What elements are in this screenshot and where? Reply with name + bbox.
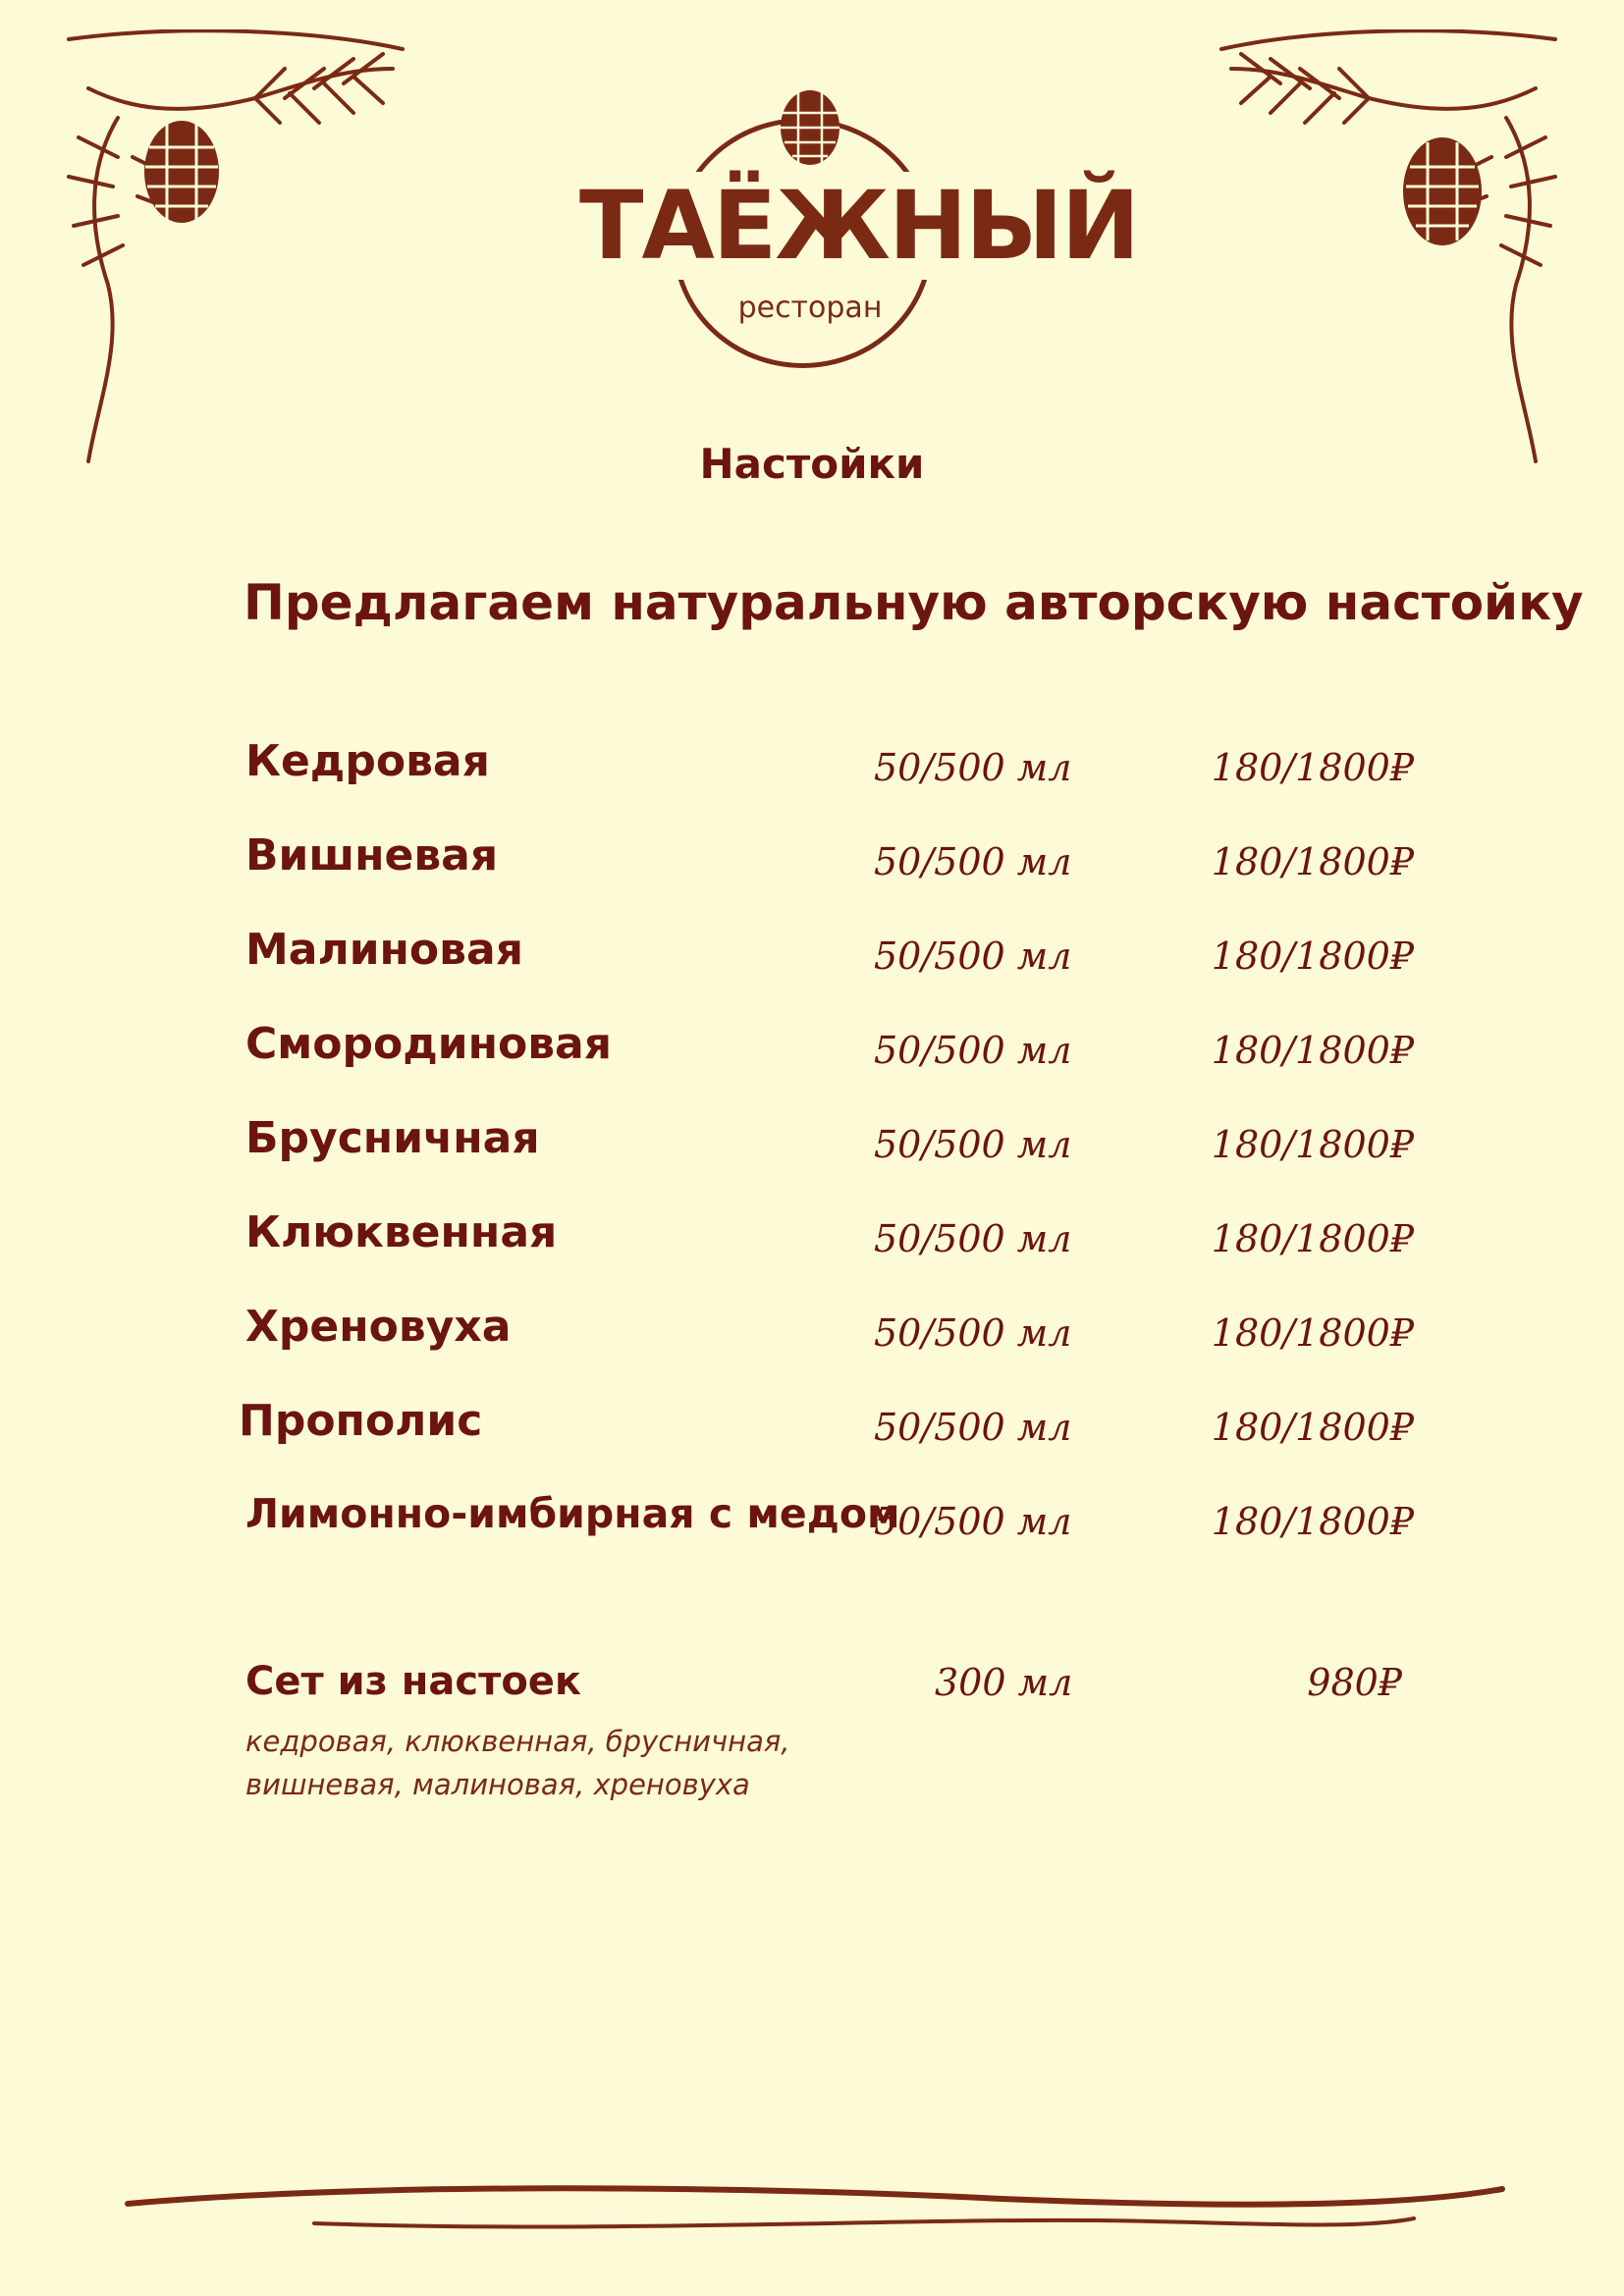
item-name: Кедровая <box>245 736 490 786</box>
logo-name: ТАЁЖНЫЙ <box>579 171 1139 281</box>
menu-item <box>0 1490 1624 1549</box>
item-volume: 50/500 мл <box>874 746 1072 789</box>
item-price: 180/1800₽ <box>1211 1029 1414 1072</box>
item-volume: 50/500 мл <box>874 1311 1072 1355</box>
item-name: Малиновая <box>245 925 523 975</box>
item-price: 180/1800₽ <box>1211 934 1414 978</box>
menu-item <box>0 736 1624 795</box>
item-volume: 50/500 мл <box>874 1500 1072 1543</box>
item-price: 180/1800₽ <box>1211 1123 1414 1166</box>
item-price: 180/1800₽ <box>1211 1500 1414 1543</box>
menu-item <box>0 1207 1624 1266</box>
item-volume: 50/500 мл <box>874 934 1072 978</box>
logo-subtitle: ресторан <box>737 291 883 325</box>
item-name: Вишневая <box>245 830 499 881</box>
set-description-line: вишневая, малиновая, хреновуха <box>245 1768 750 1801</box>
menu-title: Настойки <box>699 440 925 488</box>
item-price: 180/1800₽ <box>1211 1217 1414 1260</box>
item-price: 180/1800₽ <box>1211 840 1414 883</box>
item-volume: 50/500 мл <box>874 1406 1072 1449</box>
restaurant-logo <box>579 79 1139 373</box>
set-volume: 300 мл <box>935 1661 1073 1704</box>
item-volume: 50/500 мл <box>874 1029 1072 1072</box>
item-volume: 50/500 мл <box>874 1123 1072 1166</box>
menu-item <box>0 1396 1624 1455</box>
menu-subtitle: Предлагаем натуральную авторскую настойку <box>244 574 1584 631</box>
menu-item <box>0 925 1624 984</box>
item-name: Прополис <box>239 1396 483 1446</box>
set-price: 980₽ <box>1307 1661 1402 1704</box>
menu-item <box>0 1113 1624 1172</box>
item-name: Брусничная <box>245 1113 540 1163</box>
item-name: Смородиновая <box>245 1019 612 1069</box>
item-name: Лимонно-имбирная с медом <box>245 1490 900 1537</box>
pine-branch-left-icon <box>59 29 412 471</box>
menu-item <box>0 830 1624 889</box>
item-name: Хреновуха <box>245 1302 512 1352</box>
swash-divider-icon <box>118 2179 1512 2248</box>
menu-item <box>0 1302 1624 1361</box>
set-description <box>245 1720 795 1806</box>
pine-cone-icon <box>771 83 849 167</box>
set-name: Сет из настоек <box>245 1659 582 1704</box>
set-description-line: кедровая, клюквенная, брусничная, <box>245 1725 790 1758</box>
pine-cone-left-icon <box>144 121 219 223</box>
item-price: 180/1800₽ <box>1211 746 1414 789</box>
item-price: 180/1800₽ <box>1211 1406 1414 1449</box>
item-name: Клюквенная <box>245 1207 558 1257</box>
item-price: 180/1800₽ <box>1211 1311 1414 1355</box>
pine-branch-right-icon <box>1212 29 1565 471</box>
item-volume: 50/500 мл <box>874 1217 1072 1260</box>
item-volume: 50/500 мл <box>874 840 1072 883</box>
menu-item <box>0 1019 1624 1078</box>
tincture-set <box>0 1659 1624 1816</box>
